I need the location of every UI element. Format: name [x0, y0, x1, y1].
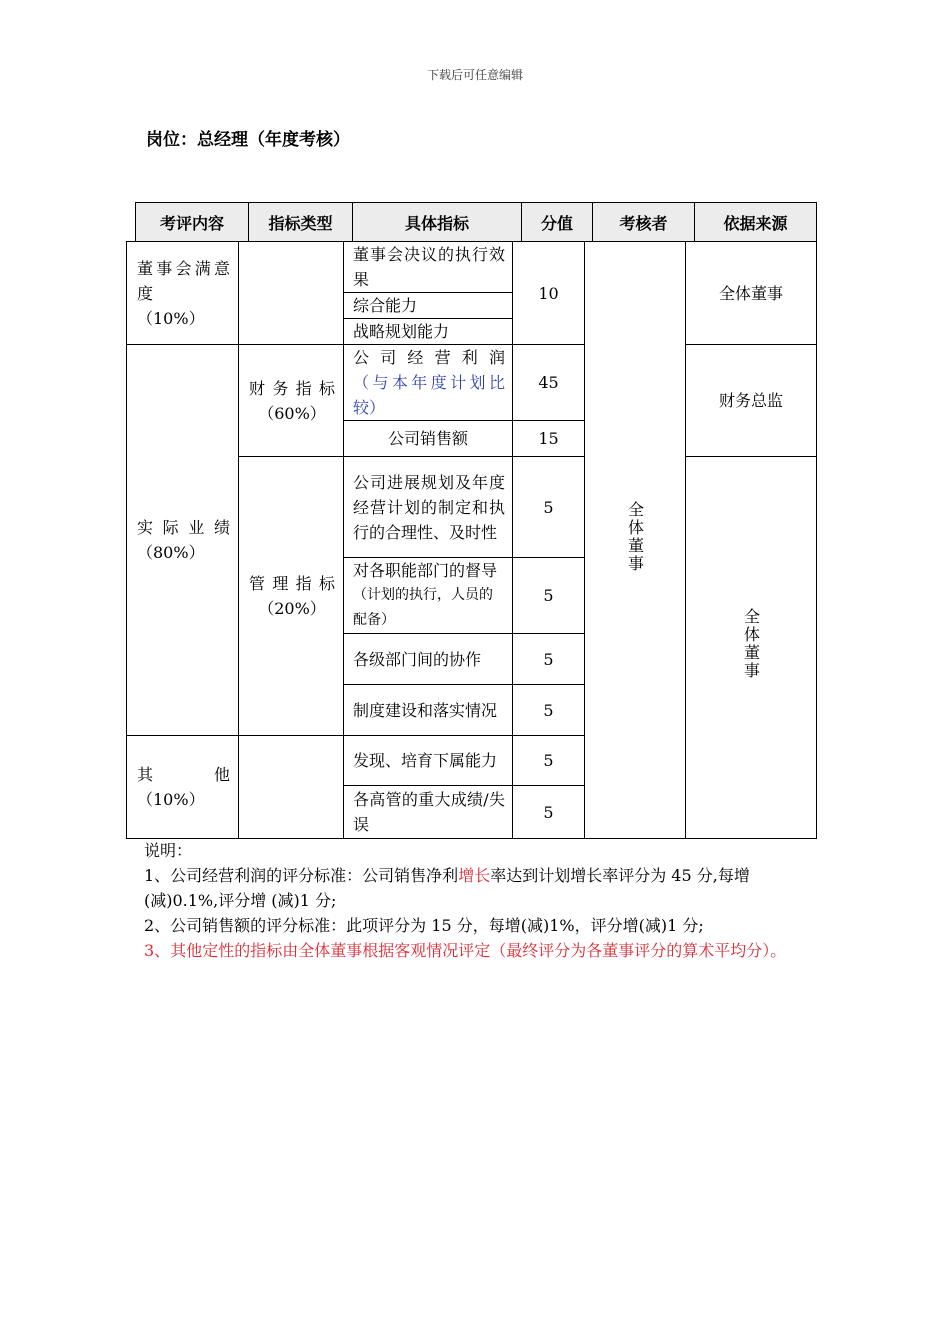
- col-header-content: 考评内容: [136, 203, 249, 242]
- indicator-strategic-planning: 战略规划能力: [344, 319, 513, 345]
- indicator-executive-achievements: 各高管的重大成绩/失误: [344, 786, 513, 839]
- assessor-all-directors: 全体董事: [585, 242, 686, 839]
- score-achievements: 5: [513, 786, 585, 839]
- table-row: [127, 345, 817, 421]
- category-actual-performance: 实际业绩 （80%）: [127, 345, 239, 736]
- type-empty-1: [239, 242, 344, 345]
- category-board-satisfaction: 董事会满意 度 （10%）: [127, 242, 239, 345]
- indicator-system-building: 制度建设和落实情况: [344, 685, 513, 736]
- page-title: 岗位：总经理（年度考核）: [146, 130, 350, 150]
- score-group-1: 10: [513, 242, 585, 345]
- type-management: 管理指标 （20%）: [239, 457, 344, 736]
- indicator-operating-profit: 公司经营利润 （与本年度计划比较）: [344, 345, 513, 421]
- notes-heading: 说明：: [144, 841, 193, 860]
- table-row: [127, 242, 817, 293]
- score-talent: 5: [513, 736, 585, 786]
- type-empty-2: [239, 736, 344, 839]
- indicator-board-resolution: 董事会决议的执行效果: [344, 242, 513, 293]
- score-operating-profit: 45: [513, 345, 585, 421]
- col-header-score: 分值: [522, 203, 593, 242]
- score-system-building: 5: [513, 685, 585, 736]
- note-3: 3、其他定性的指标由全体董事根据客观情况评定（最终评分为各董事评分的算术平均分）。: [144, 941, 787, 960]
- score-planning: 5: [513, 457, 585, 558]
- indicator-talent-development: 发现、培育下属能力: [344, 736, 513, 786]
- notes-section: [144, 838, 812, 963]
- score-collaboration: 5: [513, 634, 585, 685]
- indicator-planning-rationality: 公司进展规划及年度经营计划的制定和执行的合理性、及时性: [344, 457, 513, 558]
- indicator-department-supervision: 对各职能部门的督导 （计划的执行，人员的配备）: [344, 558, 513, 634]
- category-other: 其他 （10%）: [127, 736, 239, 839]
- col-header-source: 依据来源: [695, 203, 817, 242]
- indicator-overall-ability: 综合能力: [344, 293, 513, 319]
- col-header-type: 指标类型: [249, 203, 353, 242]
- score-sales: 15: [513, 421, 585, 457]
- indicator-sales: 公司销售额: [344, 421, 513, 457]
- header-note: 下载后可任意编辑: [426, 68, 523, 82]
- type-financial: 财务指标 （60%）: [239, 345, 344, 457]
- indicator-interdepartment-collaboration: 各级部门间的协作: [344, 634, 513, 685]
- score-supervision: 5: [513, 558, 585, 634]
- note-2: 2、公司销售额的评分标准：此项评分为 15 分，每增(减)1%，评分增(减)1 分;: [144, 916, 704, 935]
- note-1: 1、公司经营利润的评分标准：公司销售净利增长率达到计划增长率评分为 45 分,每增(减)0.1%,评分增 (减)1 分;: [144, 866, 750, 910]
- source-all-directors-2: 全体董事: [686, 457, 817, 839]
- table-header: [135, 202, 817, 242]
- assessment-table: [126, 241, 817, 839]
- source-cfo: 财务总监: [686, 345, 817, 457]
- col-header-indicator: 具体指标: [353, 203, 522, 242]
- col-header-assessor: 考核者: [593, 203, 695, 242]
- source-all-directors: 全体董事: [686, 242, 817, 345]
